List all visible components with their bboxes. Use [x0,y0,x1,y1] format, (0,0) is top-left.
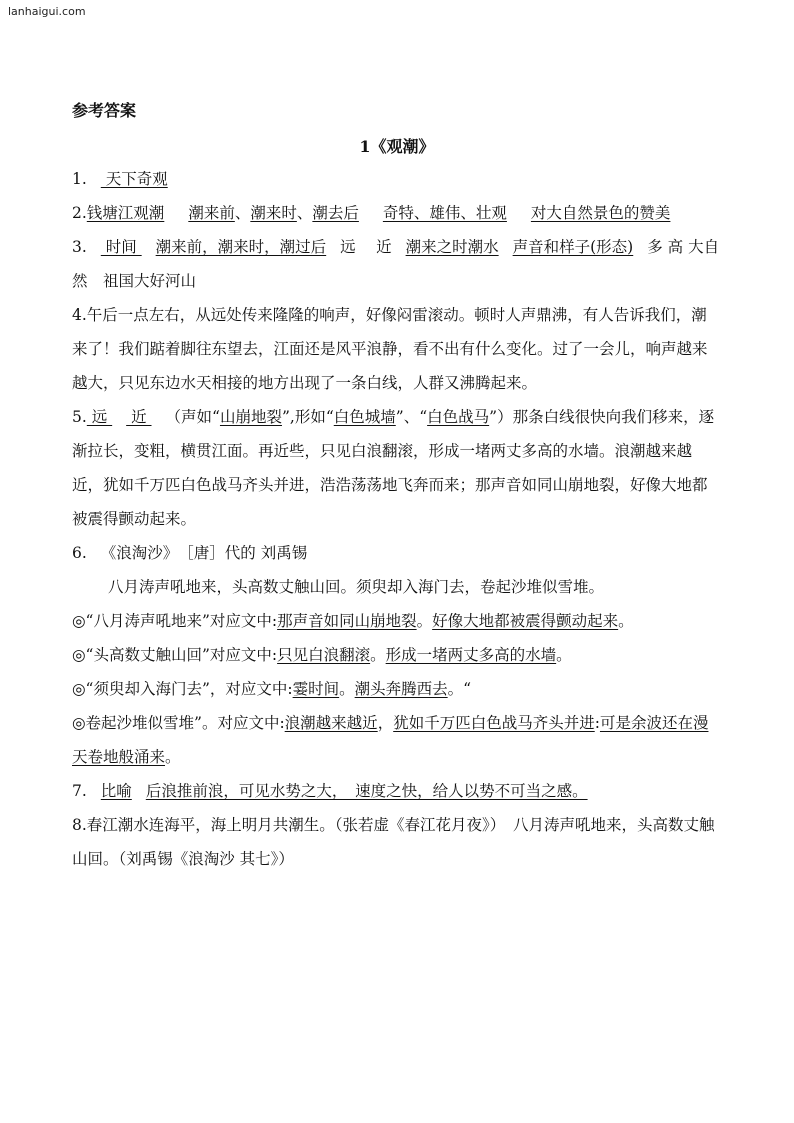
answer-5-far: 远 [86,408,113,426]
line-1-answer-a: 那声音如同山崩地裂 [277,612,417,630]
answer-5-text-2: ”,形如“ [281,408,334,426]
answer-2-number: 2. [72,204,87,222]
line-3-prefix: ◎“须臾却入海门去”，对应文中: [72,680,293,698]
answer-2-part-6: 对大自然景色的赞美 [530,204,671,222]
line-2-mid: 。 [370,646,386,664]
answer-3-part-3: 潮来之时潮水 [405,238,499,256]
line-3-answer-a: 霎时间 [292,680,340,698]
answer-3-number: 3. [72,238,87,256]
answer-2-part-1: 钱塘江观潮 [86,204,165,222]
answer-5-text-3: ”、“ [395,408,428,426]
answer-2 [72,196,722,230]
lesson-title: 1《观潮》 [359,137,435,156]
answer-6-poem: 八月涛声吼地来，头高数丈触山回。须臾却入海门去，卷起沙堆似雪堆。 [108,578,605,596]
answer-6-header [72,536,722,570]
line-1-mid: 。 [416,612,433,630]
answer-5-text-1: （声如“ [165,408,220,426]
answer-5-text-4: ”） [489,408,513,426]
answer-1 [72,162,722,196]
answer-1-text: 天下奇观 [100,170,168,188]
answer-4-text: 午后一点左右，从远处传来隆隆的响声，好像闷雷滚动。顿时人声鼎沸，有人告诉我们，潮来了！我们踮着脚往东望去，江面还是风平浪静，看不出有什么变化。过了一会儿，响声越来越大，只见东边水天相接的地方出现了一条白线，人群又沸腾起来。 [72,306,708,392]
answer-2-sep-1: 、 [234,204,251,222]
answer-8 [72,808,722,876]
answer-5-sound: 山崩地裂 [219,408,282,426]
line-4-answer-a: 浪潮越来越近 [284,714,378,732]
answer-2-part-4: 潮去后 [312,204,359,222]
line-4-end: 。 [165,748,181,766]
answer-2-part-2: 潮来前 [188,204,235,222]
answer-6-line-4 [72,706,722,774]
line-4-answer-b: 犹如千万匹白色战马齐头并进 [393,714,595,732]
answer-3 [72,230,722,298]
answer-6-line-2 [72,638,722,672]
answer-3-part-4: 声音和样子(形态) [512,238,634,256]
answer-5-rest: 那条白线很快向我们移来，逐渐拉长，变粗，横贯江面。再近些，只见白浪翻滚，形成一堵两丈多高的水墙。浪潮越来越近，犹如千万匹白色战马齐头并进，浩浩荡荡地飞奔而来；那声音如同山崩地裂，好像大地都被震得颤动起来。 [72,408,715,528]
answer-2-part-5: 奇特、雄伟、壮观 [382,204,507,222]
answer-7-part-1: 比喻 [100,782,132,800]
answer-8-text: 春江潮水连海平，海上明月共潮生。（张若虚《春江花月夜》） 八月涛声吼地来，头高数丈触山回。（刘禹锡《浪淘沙 其七》） [72,816,715,868]
answer-3-part-2: 潮来前，潮来时，潮过后 [155,238,327,256]
site-watermark: lanhaigui.com [8,5,86,18]
answer-6-number: 6. [72,544,87,562]
answer-5-shape-1: 白色城墙 [333,408,396,426]
answer-6-poem-title: 《浪淘沙》 ［唐］代的 刘禹锡 [100,544,308,562]
line-1-answer-b: 好像大地都被震得颤动起来 [432,612,619,630]
line-3-mid: 。 [339,680,355,698]
answer-8-number: 8. [72,816,87,834]
answer-2-part-3: 潮来时 [250,204,297,222]
answer-7 [72,774,722,808]
answer-3-part-1: 时间 [100,238,142,256]
answer-6-line-1 [72,604,722,638]
answer-content [72,98,722,876]
answer-7-number: 7. [72,782,87,800]
answer-6-line-3 [72,672,722,706]
answer-2-sep-2: 、 [296,204,313,222]
answer-3-text-1: 远 近 [340,238,392,256]
line-1-prefix: ◎“八月涛声吼地来”对应文中: [72,612,278,630]
line-3-end: 。“ [447,680,472,698]
answer-5-number: 5. [72,408,87,426]
answer-3-text-2: 多 高 大自然 祖国大好河山 [72,238,720,290]
line-4-mid: ， [377,714,394,732]
line-2-prefix: ◎“头高数丈触山回”对应文中: [72,646,278,664]
line-2-end: 。 [556,646,572,664]
line-3-answer-b: 潮头奔腾西去 [354,680,448,698]
line-4-colon: : [594,714,600,732]
page-heading: 参考答案 [72,101,137,120]
line-1-end: 。 [618,612,634,630]
answer-4-number: 4. [72,306,87,324]
answer-5 [72,400,722,536]
line-2-answer-a: 只见白浪翻滚 [277,646,371,664]
answer-1-number: 1. [72,170,87,188]
answer-7-part-2: 后浪推前浪，可见水势之大， 速度之快，给人以势不可当之感。 [145,782,588,800]
answer-5-shape-2: 白色战马 [427,408,490,426]
answer-4 [72,298,722,400]
line-4-prefix: ◎卷起沙堆似雪堆”。对应文中: [72,714,285,732]
answer-5-near: 近 [126,408,152,426]
line-4-answer-c: 可是余波还在漫天卷地般涌来 [72,714,709,766]
line-2-answer-b: 形成一堵两丈多高的水墙 [385,646,557,664]
